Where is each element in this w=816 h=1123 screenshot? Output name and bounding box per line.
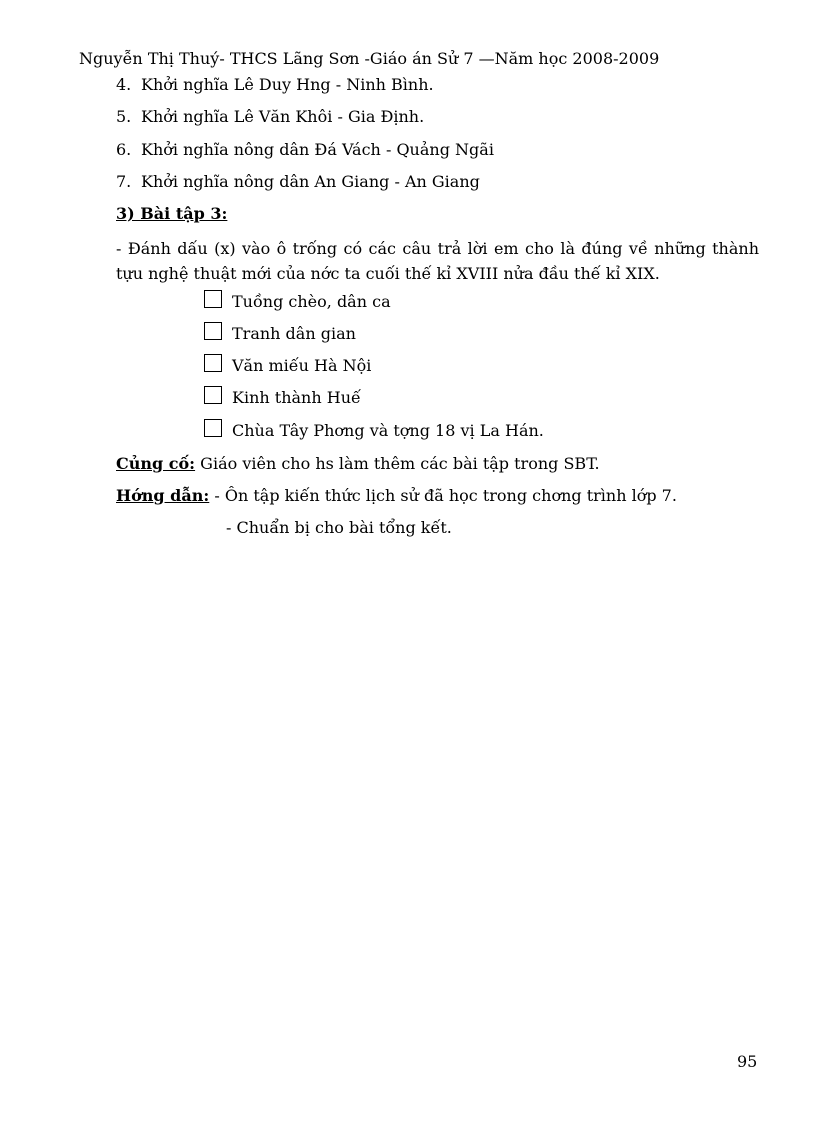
consolidation-text: Giáo viên cho hs làm thêm các bài tập trong SBT. — [195, 454, 600, 473]
checkbox-option — [204, 386, 361, 408]
exercise-heading: 3) Bài tập 3: — [116, 204, 228, 223]
checkbox[interactable] — [204, 322, 222, 340]
checkbox-option — [204, 419, 544, 441]
list-item — [116, 140, 494, 160]
checkbox-label: Chùa Tây Phơng và tợng 18 vị La Hán. — [232, 421, 544, 440]
list-item-number: 6. — [116, 140, 132, 159]
checkbox-label: Kinh thành Huế — [232, 388, 361, 407]
checkbox-option — [204, 290, 391, 312]
list-item-number: 5. — [116, 107, 132, 126]
page-number: 95 — [737, 1052, 758, 1071]
list-item — [116, 172, 480, 192]
checkbox[interactable] — [204, 290, 222, 308]
guide-line-2: - Chuẩn bị cho bài tổng kết. — [226, 518, 452, 537]
instruction-paragraph: - Đánh dấu (x) vào ô trống có các câu trả lời em cho là đúng về những thành tựu nghệ thuật mới của nớc ta cuối thế kỉ XVIII nửa đầu thế kỉ XIX. — [116, 239, 759, 283]
list-item — [116, 75, 434, 95]
list-item-text: Khởi nghĩa Lê Văn Khôi - Gia Định. — [141, 107, 425, 126]
list-item-number: 4. — [116, 75, 132, 94]
checkbox[interactable] — [204, 386, 222, 404]
guide-text: - Ôn tập kiến thức lịch sử đã học trong chơng trình lớp 7. — [209, 486, 677, 505]
page-header: Nguyễn Thị Thuý- THCS Lãng Sơn -Giáo án Sử 7 —Năm học 2008-2009 — [79, 49, 660, 68]
checkbox-option — [204, 322, 356, 344]
checkbox[interactable] — [204, 419, 222, 437]
checkbox-label: Tranh dân gian — [232, 324, 356, 343]
checkbox[interactable] — [204, 354, 222, 372]
checkbox-label: Văn miếu Hà Nội — [232, 356, 372, 375]
list-item-number: 7. — [116, 172, 132, 191]
checkbox-label: Tuồng chèo, dân ca — [232, 292, 391, 311]
checkbox-option — [204, 354, 371, 376]
consolidation-line — [116, 454, 600, 474]
guide-line — [116, 486, 677, 506]
guide-label: Hớng dẫn: — [116, 486, 210, 505]
consolidation-label: Củng cố: — [116, 454, 196, 473]
list-item-text: Khởi nghĩa Lê Duy Hng - Ninh Bình. — [141, 75, 434, 94]
list-item — [116, 107, 424, 127]
list-item-text: Khởi nghĩa nông dân An Giang - An Giang — [141, 172, 480, 191]
list-item-text: Khởi nghĩa nông dân Đá Vách - Quảng Ngãi — [141, 140, 494, 159]
